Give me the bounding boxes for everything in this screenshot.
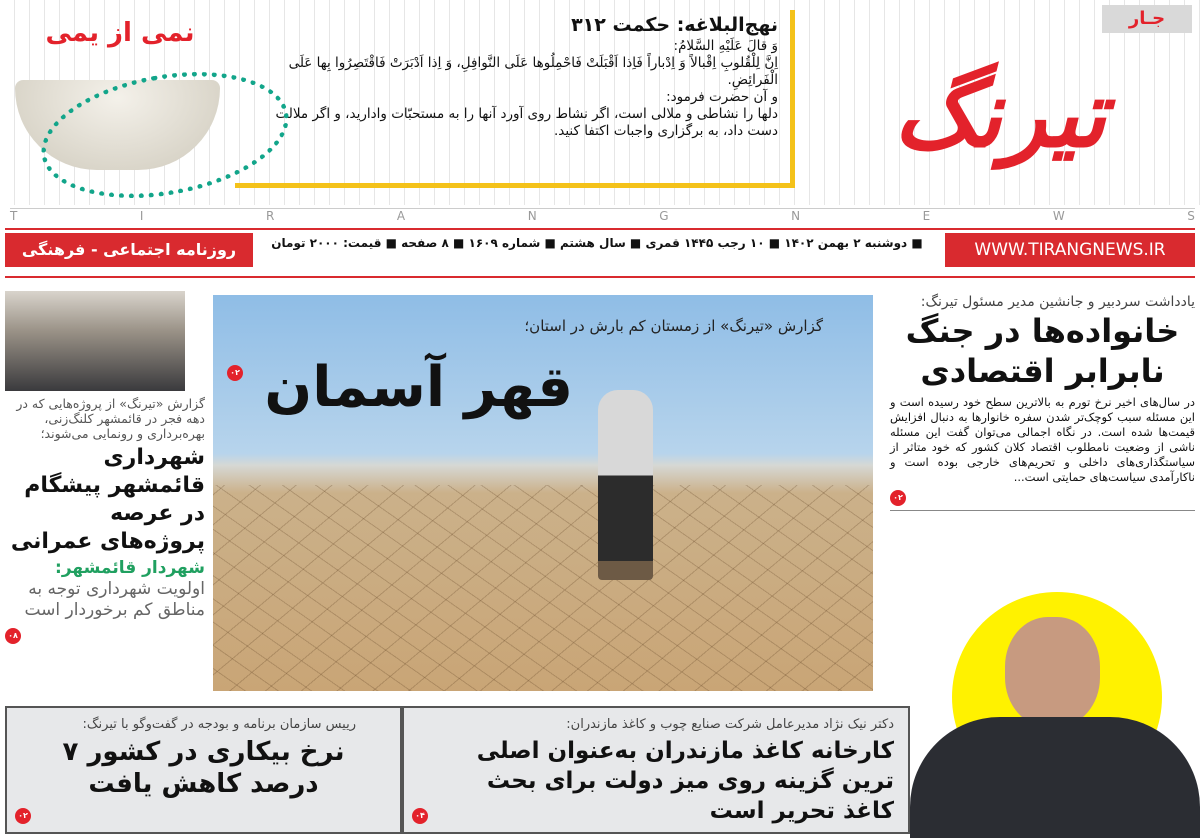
- left-quote: اولویت شهرداری توجه به مناطق کم برخوردار است: [24, 579, 205, 620]
- paper-type: روزنامه اجتماعی - فرهنگی: [5, 233, 253, 267]
- letter: E: [922, 209, 931, 223]
- page-badge: ۰۲: [15, 808, 31, 824]
- bottom-right-story: [402, 706, 910, 834]
- right-headline[interactable]: خانواده‌ها در جنگ نابرابر اقتصادی: [905, 312, 1180, 390]
- nahj-line: وَ قالَ عَلَیْهِ السَّلامُ:: [673, 38, 778, 54]
- letter: T: [10, 209, 18, 223]
- right-kicker: یادداشت سردبیر و جانشین مدیر مسئول تیرنگ:: [920, 294, 1195, 310]
- face: [1005, 617, 1100, 727]
- logo: تیرنگ: [893, 61, 1107, 168]
- officials-photo: [5, 291, 185, 391]
- letter: S: [1187, 209, 1195, 223]
- letter: N: [527, 209, 537, 223]
- bottom-left-headline[interactable]: نرخ بیکاری در کشور ۷ درصد کاهش یافت: [62, 737, 345, 799]
- divider: [5, 228, 1195, 230]
- letter-strip: [10, 208, 1195, 226]
- suit: [910, 717, 1200, 838]
- right-body: در سال‌های اخیر نرخ تورم به بالاترین سطح خود رسیده است و این مسئله سبب کوچک‌تر شدن سفره خانوارها به دنبال افزایش قیمت‌ها شده است. در نگاه اجمالی می‌توان گفت این مسئله ناشی از وضعیت نامطلوب اقتصاد کلان کشور که خود متاثر از سیاستگذاری‌های داخلی و تحریم‌های خارجی بوده است و ناکارآمدی سیاست‌های حمایتی است...: [890, 395, 1195, 484]
- cracked-earth: [213, 485, 873, 691]
- left-kicker: گزارش «تیرنگ» از پروژه‌هایی که در دهه فجر در قائمشهر کلنگ‌زنی، بهره‌برداری و رونمایی می‌شوند؛: [16, 396, 205, 441]
- page-badge: ۰۴: [412, 808, 428, 824]
- bottom-left-story: [5, 706, 402, 834]
- page-badge: ۰۲: [890, 490, 906, 506]
- page-badge: ۰۲: [227, 365, 243, 381]
- drought-photo: [213, 295, 873, 691]
- section-label: جـار: [1102, 5, 1192, 33]
- farmer-figure: [598, 390, 653, 580]
- nami-title: نمی از یمی: [45, 18, 195, 48]
- letter: R: [266, 209, 275, 223]
- center-kicker: گزارش «تیرنگ» از زمستان کم بارش در استان؛: [524, 317, 823, 335]
- letter: I: [139, 209, 144, 223]
- portrait-photo: [910, 592, 1200, 838]
- page-badge: ۰۸: [5, 628, 21, 644]
- left-headline[interactable]: شهرداری قائمشهر پیشگام در عرصه پروژه‌های عمرانی: [10, 445, 205, 554]
- letter: W: [1052, 209, 1065, 223]
- letter: N: [791, 209, 801, 223]
- nahj-title: نهج‌البلاغه: حکمت ۳۱۲: [571, 14, 778, 36]
- website-link[interactable]: WWW.TIRANGNEWS.IR: [945, 233, 1195, 267]
- center-headline[interactable]: قهر آسمان: [264, 355, 573, 420]
- editorial: [890, 293, 1195, 511]
- letter: A: [396, 209, 406, 223]
- letter: G: [659, 209, 669, 223]
- bottom-right-headline[interactable]: کارخانه کاغذ مازندران به‌عنوان اصلی ترین گزینه روی میز دولت برای بحث کاغذ تحریر است: [476, 738, 894, 824]
- nahj-box: [235, 10, 795, 188]
- bottom-left-kicker: رییس سازمان برنامه و بودجه در گفت‌وگو با تیرنگ:: [82, 717, 356, 732]
- left-story: [5, 291, 205, 644]
- divider: [5, 276, 1195, 278]
- nahj-line: اِنَّ لِلْقُلوبِ اِقْبالاً وَ اِدْباراً فَاِذا اَقْبَلَتْ فَاحْمِلُوها عَلَی النَّوافِلِ، وَ اِذا اَدْبَرَتْ فَاقْتَصِرُوا بِها عَلَی الْفَرائِضِ.: [288, 55, 778, 88]
- nahj-line: و آن حضرت فرمود:: [666, 89, 778, 105]
- left-subhead: شهردار قائمشهر:: [55, 558, 205, 578]
- nahj-line: دلها را نشاطی و ملالی است، اگر نشاط روی آورد آنها را به مستحبّات وادارید، و اگر ملالت دست داد، به برگزاری واجبات اکتفا کنید.: [275, 106, 778, 139]
- bottom-right-kicker: دکتر نیک نژاد مدیرعامل شرکت صنایع چوب و کاغذ مازندران:: [566, 717, 894, 732]
- issue-info: ■ دوشنبه ۲ بهمن ۱۴۰۲ ■ ۱۰ رجب ۱۴۴۵ قمری ■ سال هشتم ■ شماره ۱۶۰۹ ■ ۸ صفحه ■ قیمت: ۲۰۰۰ تومان: [271, 236, 923, 250]
